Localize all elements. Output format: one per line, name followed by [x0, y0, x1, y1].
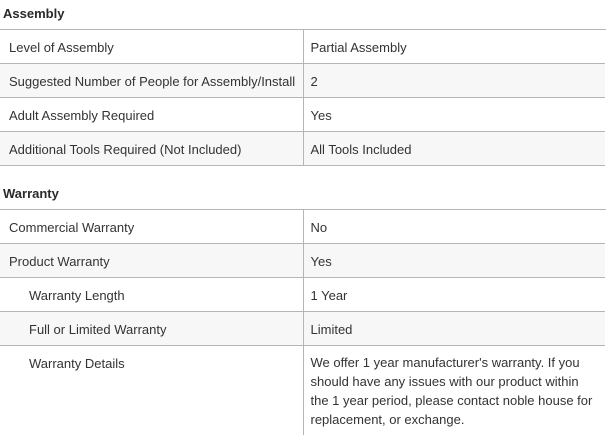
assembly-section-title: Assembly	[0, 0, 606, 30]
table-row	[0, 346, 605, 435]
table-row	[0, 30, 605, 64]
warranty-table	[0, 210, 605, 435]
spec-value: Yes	[303, 98, 605, 132]
spec-label: Level of Assembly	[0, 30, 303, 64]
table-row	[0, 210, 605, 244]
spec-label: Adult Assembly Required	[0, 98, 303, 132]
table-row	[0, 278, 605, 312]
spec-label: Suggested Number of People for Assembly/Install	[0, 64, 303, 98]
spec-value: 1 Year	[303, 278, 605, 312]
spec-value: We offer 1 year manufacturer's warranty. If you should have any issues with our product within the 1 year period, please contact noble house for replacement, or exchange.	[303, 346, 605, 435]
table-row	[0, 98, 605, 132]
spec-label: Additional Tools Required (Not Included)	[0, 132, 303, 166]
spec-label: Warranty Details	[0, 346, 303, 435]
spec-label: Warranty Length	[0, 278, 303, 312]
spec-label: Commercial Warranty	[0, 210, 303, 244]
table-row	[0, 312, 605, 346]
spec-value: No	[303, 210, 605, 244]
spec-label: Product Warranty	[0, 244, 303, 278]
spec-value: All Tools Included	[303, 132, 605, 166]
table-row	[0, 244, 605, 278]
spec-value: Limited	[303, 312, 605, 346]
spec-value: Partial Assembly	[303, 30, 605, 64]
table-row	[0, 64, 605, 98]
spec-value: Yes	[303, 244, 605, 278]
table-row	[0, 132, 605, 166]
spec-label: Full or Limited Warranty	[0, 312, 303, 346]
spec-value: 2	[303, 64, 605, 98]
warranty-section-title: Warranty	[0, 180, 606, 210]
assembly-table	[0, 30, 605, 166]
